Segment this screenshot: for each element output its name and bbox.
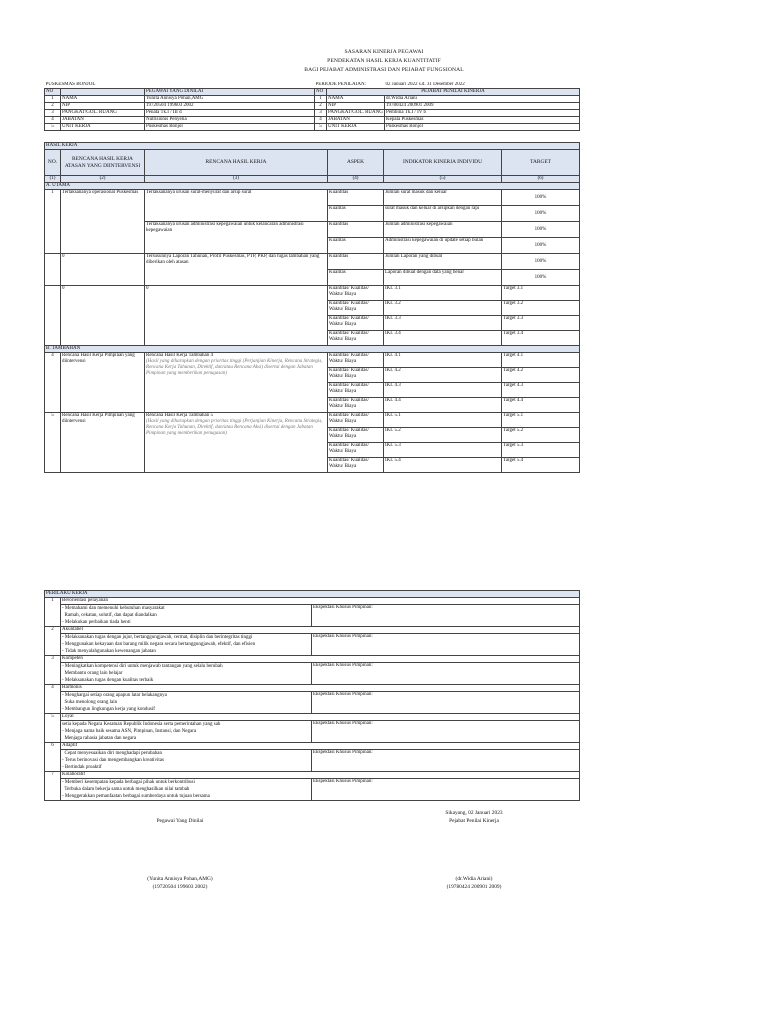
penilai-no: 3 [315, 110, 327, 117]
utama-item-row [45, 286, 580, 301]
col-rencana-atasan: RENCANA HASIL KERJA ATASAN YANG DIINTERVENSI [61, 150, 145, 176]
identity-body [45, 96, 580, 131]
utama-no [45, 254, 61, 286]
num-2: (2) [61, 176, 145, 183]
perilaku-title-row [45, 598, 580, 605]
utama-rencana: Terlaksananya urusan administrasi kepegawaian untuk kelancaran administrasi kepegawaian [145, 222, 328, 254]
tambahan-rencana [145, 413, 328, 473]
utama-indikator: IKI. 3.2 [384, 301, 502, 316]
pegawai-no: 3 [45, 110, 61, 117]
signature-left-name: (Yunita Annisya Pohan,AMG) [147, 876, 213, 882]
utama-item-row [45, 254, 580, 270]
penilai-value: 19780424 200901 2009 [385, 103, 580, 110]
tambahan-target: Target 4.3 [502, 383, 580, 398]
utama-target: Target 3.4 [502, 331, 580, 346]
perilaku-point: - Melaksanakan tugas dengan kualitas terbaik [62, 678, 154, 683]
perilaku-title-row [45, 772, 580, 779]
tambahan-atasan: Rencana Hasil Kerja Pimpinan yang diintervensi [61, 353, 145, 413]
penilai-label: PANGKAT/GOL. RUANG [328, 110, 383, 115]
perilaku-point: - Bertindak proaktif [62, 765, 102, 770]
utama-target: Target 3.2 [502, 301, 580, 316]
perilaku-section-row [45, 591, 580, 598]
utama-atasan: Terlaksananya operasional Puskesmas [61, 190, 145, 254]
utama-target: Target 3.3 [502, 316, 580, 331]
tambahan-rencana [145, 353, 328, 413]
utama-indikator: Administrasi kepegawaian di update setiap bulan [384, 238, 502, 254]
col-target: TARGET [502, 150, 580, 176]
ekspektasi-label: Ekspektasi Khusus Pimpinan: [312, 721, 580, 743]
utama-indikator: Jumlah surat masuk dan keluar [384, 190, 502, 206]
perilaku-point: - Terus berinovasi dan mengembangkan kreativitas [62, 758, 164, 763]
penilai-value: Kepala Puskesmas [385, 117, 580, 124]
pegawai-value: Nutrisionis Penyelia [145, 117, 315, 124]
utama-aspek: Kualitas [328, 206, 384, 222]
penilai-no: 5 [315, 124, 327, 131]
tambahan-label: B. TAMBAHAN [45, 346, 580, 353]
identity-row [45, 117, 580, 124]
pegawai-label: NAMA [61, 96, 145, 103]
perilaku-point: Menjaga rahasia jabatan dan negara [62, 736, 137, 741]
utama-indikator: IKI. 3.4 [384, 331, 502, 346]
perilaku-title: Kompeten [61, 656, 580, 663]
hasil-section-row [45, 143, 580, 150]
perilaku-point: - Tidak menyalahgunakan kewenangan jabatan [62, 649, 156, 654]
tambahan-aspek: Kuantitas/ Kualitas/ Waktu/ Biaya [328, 443, 384, 458]
utama-aspek: Kuantitas/ Kualitas/ Waktu/ Biaya [328, 286, 384, 301]
penilai-label: NAMA [327, 96, 385, 103]
tambahan-item-row [45, 353, 580, 368]
utama-aspek: Kuantitas [328, 190, 384, 206]
penilai-value: Pembina Tk.I / IV b [385, 110, 580, 117]
perilaku-no: 2 [45, 627, 61, 656]
utama-indikator: surat masuk dan keluar di arsipkan dengan rapi [384, 206, 502, 222]
tambahan-indikator: IKI. 5.2 [384, 428, 502, 443]
perilaku-point: - Menggerakkan pemanfaatan berbagai sumberdaya untuk tujuan bersama [62, 794, 210, 799]
col-aspek: ASPEK [328, 150, 384, 176]
ekspektasi-label: Ekspektasi Khusus Pimpinan: [312, 605, 580, 627]
utama-indikator: Jumlah administrasi kepegawaian [384, 222, 502, 238]
perilaku-points-row [45, 634, 580, 656]
utama-rencana: Terlaksananya urusan surat-menyurat dan arsip surat [145, 190, 328, 222]
utama-target: 100% [502, 222, 580, 238]
utama-label: A. UTAMA [45, 183, 580, 190]
utama-target: 100% [502, 254, 580, 270]
tambahan-aspek: Kuantitas/ Kualitas/ Waktu/ Biaya [328, 413, 384, 428]
ekspektasi-label: Ekspektasi Khusus Pimpinan: [312, 750, 580, 772]
utama-no: 1 [45, 190, 61, 254]
perilaku-point: - Menghargai setiap orang apapun latar belakangnya [62, 693, 167, 698]
perilaku-point: - Memahami dan memenuhi kebutuhan masyarakat [62, 606, 165, 611]
utama-target: 100% [502, 238, 580, 254]
doc-title-3: BAGI PEJABAT ADMINISTRASI DAN PEJABAT FUNGSIONAL [304, 67, 464, 73]
perilaku-point: - Membangun lingkungan kerja yang kondusif [62, 707, 155, 712]
tambahan-no: 5 [45, 413, 61, 473]
tambahan-rencana-note: (Hasil yang diharapkan dengan prioritas tinggi (Perjanjian Kinerja, Rencana Strategis, Rencana Kerja Tahunan, Direktif, dan/atau Rencana Aksi) disertai dengan Jabatan Pimpinan yang memberikan penugasan) [146, 419, 323, 436]
tambahan-indikator: IKI. 5.3 [384, 443, 502, 458]
signature-right-name: (dr.Widia Ariani) [455, 876, 493, 882]
utama-rencana: 0 [145, 286, 328, 346]
pegawai-label: NIP [61, 103, 145, 110]
doc-title-1: SASARAN KINERJA PEGAWAI [344, 49, 424, 55]
utama-indikator: Laporan dibuat dengan data yang benar [384, 270, 502, 286]
perilaku-no: 1 [45, 598, 61, 627]
pegawai-value: Yunita Annisya Pohan,AMG [145, 96, 315, 103]
penilai-value: dr.Widia Ariani [385, 96, 580, 103]
pegawai-label: PANGKAT/GOL. RUANG [61, 110, 145, 117]
perilaku-points-row [45, 692, 580, 714]
pegawai-value: Penata Tk.I / III d [145, 110, 315, 117]
penilai-value: Puskesmas Bonjol [385, 124, 580, 131]
utama-aspek: Kuantitas [328, 254, 384, 270]
num-4: (4) [328, 176, 384, 183]
perilaku-title: Kolaboratif [61, 772, 580, 779]
penilai-no: 1 [315, 96, 327, 103]
penilai-label: UNIT KERJA [327, 124, 385, 131]
tambahan-aspek: Kuantitas/ Kualitas/ Waktu/ Biaya [328, 428, 384, 443]
perilaku-no: 5 [45, 714, 61, 743]
utama-item-row [45, 190, 580, 206]
perilaku-point: - Meningkatkan kompetensi diri untuk menjawab tantangan yang selalu berubah [62, 664, 223, 669]
tambahan-indikator: IKI. 4.2 [384, 368, 502, 383]
perilaku-points-row [45, 750, 580, 772]
tambahan-target: Target 5.2 [502, 428, 580, 443]
perilaku-points-row [45, 663, 580, 685]
penilai-no-header: NO [315, 89, 327, 96]
utama-target: 100% [502, 206, 580, 222]
perilaku-point: Cepat menyesuaikan diri menghadapi perubahan [62, 751, 162, 756]
pegawai-label: JABATAN [61, 117, 145, 124]
utama-rencana: Tersusunnya Laporan Tahunan, Profil Puskesmas, PTP, PKP, dan tugas tambahan yang diberikan oleh atasan [145, 254, 328, 286]
tambahan-target: Target 4.2 [502, 368, 580, 383]
perilaku-point: Membantu orang lain belajar [62, 671, 123, 676]
identity-row [45, 110, 580, 117]
tambahan-item-row [45, 413, 580, 428]
perilaku-points [61, 721, 312, 743]
pegawai-no-header: NO [45, 89, 61, 96]
perilaku-kerja-table [44, 590, 580, 801]
perilaku-no: 3 [45, 656, 61, 685]
tambahan-row [45, 346, 580, 353]
perilaku-point: Terbuka dalam bekerja sama untuk menghasilkan nilai tambah [62, 787, 190, 792]
tambahan-target: Target 5.1 [502, 413, 580, 428]
utama-atasan: 0 [61, 254, 145, 286]
perilaku-point: - Menggunakan kekayaan dan barang milik negara secara bertanggungjawab, efektif, dan efisien [62, 642, 256, 647]
utama-body [45, 190, 580, 346]
tambahan-indikator: IKI. 5.1 [384, 413, 502, 428]
pegawai-no: 5 [45, 124, 61, 131]
ekspektasi-label: Ekspektasi Khusus Pimpinan: [312, 663, 580, 685]
utama-target: Target 3.1 [502, 286, 580, 301]
tambahan-indikator: IKI. 4.3 [384, 383, 502, 398]
pegawai-label: UNIT KERJA [61, 124, 145, 131]
perilaku-points [61, 634, 312, 656]
utama-aspek: Kuantitas [328, 222, 384, 238]
perilaku-title-row [45, 656, 580, 663]
perilaku-section-label: PERILAKU KERJA [45, 591, 580, 598]
perilaku-title: Harmonis [61, 685, 580, 692]
hasil-section-label: HASIL KERJA [45, 143, 580, 150]
penilai-header: PEJABAT PENILAI KINERJA [327, 89, 580, 96]
perilaku-points [61, 779, 312, 801]
signature-right-role: Pejabat Penilai Kinerja [449, 818, 499, 824]
tambahan-atasan: Rencana Hasil Kerja Pimpinan yang diintervensi [61, 413, 145, 473]
utama-aspek: Kuantitas/ Kualitas/ Waktu/ Biaya [328, 301, 384, 316]
hasil-num-row [45, 176, 580, 183]
perilaku-title: Akuntabel [61, 627, 580, 634]
perilaku-no: 7 [45, 772, 61, 801]
tambahan-indikator: IKI. 5.4 [384, 458, 502, 473]
col-no: NO. [45, 150, 61, 176]
perilaku-point: - Melakukan perbaikan tiada henti [62, 620, 131, 625]
pegawai-header: PEGAWAI YANG DINILAI [145, 89, 315, 96]
perilaku-no: 6 [45, 743, 61, 772]
blank-cell [61, 89, 145, 96]
periode-label: PERIODE PENILAIAN: [315, 82, 366, 87]
unit-name: PUSKESMAS BONJOL [45, 82, 96, 87]
tambahan-aspek: Kuantitas/ Kualitas/ Waktu/ Biaya [328, 368, 384, 383]
pegawai-no: 1 [45, 96, 61, 103]
tambahan-aspek: Kuantitas/ Kualitas/ Waktu/ Biaya [328, 398, 384, 413]
penilai-no: 4 [315, 117, 327, 124]
identity-row [45, 103, 580, 110]
perilaku-title-row [45, 743, 580, 750]
perilaku-point: - Melaksanakan tugas dengan jujur, bertanggungjawab, cermat, disiplin dan berintegritas tinggi [62, 635, 253, 640]
perilaku-title: Berorientasi pelayanan [61, 598, 580, 605]
tambahan-target: Target 4.4 [502, 398, 580, 413]
perilaku-points [61, 605, 312, 627]
tambahan-indikator: IKI. 4.4 [384, 398, 502, 413]
perilaku-title: Loyal [61, 714, 580, 721]
identity-table [44, 82, 580, 131]
num-1: (1) [45, 176, 61, 183]
utama-row [45, 183, 580, 190]
perilaku-point: - Memberi kesempatan kepada berbagai pihak untuk berkontribusi [62, 780, 195, 785]
utama-indikator: IKI. 3.3 [384, 316, 502, 331]
ekspektasi-label: Ekspektasi Khusus Pimpinan: [312, 634, 580, 656]
perilaku-point: Ramah, cekatan, solutif, dan dapat diandalkan [62, 613, 157, 618]
signature-right-nip: (19780424 200901 2009) [446, 884, 502, 890]
penilai-label: JABATAN [327, 117, 385, 124]
tambahan-rencana-note: (Hasil yang diharapkan dengan prioritas tinggi (Perjanjian Kinerja, Rencana Strategis, Rencana Kerja Tahunan, Direktif, dan/atau Rencana Aksi) disertai dengan Jabatan Pimpinan yang memberikan penugasan) [146, 359, 323, 376]
tambahan-aspek: Kuantitas/ Kualitas/ Waktu/ Biaya [328, 458, 384, 473]
num-5: (5) [384, 176, 502, 183]
perilaku-point: setia kepada Negara Kesatuan Republik Indonesia serta pemerintahan yang sah [62, 722, 221, 727]
perilaku-body [45, 598, 580, 801]
utama-atasan: 0 [61, 286, 145, 346]
perilaku-point: - Menjaga nama baik sesama ASN, Pimpinan, Instansi, dan Negara [62, 729, 197, 734]
utama-aspek: Kuantitas/ Kualitas/ Waktu/ Biaya [328, 331, 384, 346]
perilaku-points-row [45, 721, 580, 743]
perilaku-points [61, 750, 312, 772]
num-3: (3) [145, 176, 328, 183]
perilaku-title: Adaptif [61, 743, 580, 750]
tambahan-target: Target 4.1 [502, 353, 580, 368]
utama-aspek: Kualitas [328, 270, 384, 286]
doc-title-2: PENDEKATAN HASIL KERJA KUANTITATIF [327, 58, 441, 64]
tambahan-body [45, 353, 580, 473]
signature-left-nip: (19720504 199603 2002) [152, 884, 208, 890]
tambahan-no: 4 [45, 353, 61, 413]
signature-place-date: Sikayang, 02 Januari 2023 [445, 810, 503, 816]
utama-no [45, 286, 61, 346]
col-indikator: INDIKATOR KINERJA INDIVIDU [384, 150, 502, 176]
tambahan-target: Target 5.4 [502, 458, 580, 473]
pegawai-no: 4 [45, 117, 61, 124]
perilaku-no: 4 [45, 685, 61, 714]
periode-value: 02 Januari 2022 s.d. 31 Desember 2022 [385, 82, 465, 87]
utama-indikator: Jumlah Laporan yang dibuat [384, 254, 502, 270]
tambahan-aspek: Kuantitas/ Kualitas/ Waktu/ Biaya [328, 353, 384, 368]
pegawai-value: 19720504 199603 2002 [145, 103, 315, 110]
identity-col-headers [45, 89, 580, 96]
perilaku-title-row [45, 685, 580, 692]
ekspektasi-label: Ekspektasi Khusus Pimpinan: [312, 692, 580, 714]
penilai-label: NIP [327, 103, 385, 110]
utama-target: 100% [502, 190, 580, 206]
utama-aspek: Kualitas [328, 238, 384, 254]
perilaku-title-row [45, 714, 580, 721]
perilaku-point: Suka menolong orang lain [62, 700, 118, 705]
perilaku-points-row [45, 779, 580, 801]
ekspektasi-label: Ekspektasi Khusus Pimpinan: [312, 779, 580, 801]
utama-aspek: Kuantitas/ Kualitas/ Waktu/ Biaya [328, 316, 384, 331]
penilai-no: 2 [315, 103, 327, 110]
pegawai-value: Puskesmas Bonjol [145, 124, 315, 131]
tambahan-rencana-title: Rencana Hasil Kerja Tambahan 4 [146, 353, 214, 358]
perilaku-points [61, 663, 312, 685]
pegawai-no: 2 [45, 103, 61, 110]
perilaku-points-row [45, 605, 580, 627]
tambahan-indikator: IKI. 4.1 [384, 353, 502, 368]
col-rencana: RENCANA HASIL KERJA [145, 150, 328, 176]
tambahan-aspek: Kuantitas/ Kualitas/ Waktu/ Biaya [328, 383, 384, 398]
signature-left-role: Pegawai Yang Dinilai [156, 818, 204, 824]
hasil-header-row [45, 150, 580, 176]
tambahan-rencana-title: Rencana Hasil Kerja Tambahan 5 [146, 413, 214, 418]
identity-row [45, 124, 580, 131]
tambahan-target: Target 5.3 [502, 443, 580, 458]
num-6: (6) [502, 176, 580, 183]
utama-target: 100% [502, 270, 580, 286]
perilaku-title-row [45, 627, 580, 634]
hasil-kerja-table [44, 142, 580, 473]
perilaku-points [61, 692, 312, 714]
identity-row [45, 96, 580, 103]
utama-indikator: IKI. 3.1 [384, 286, 502, 301]
